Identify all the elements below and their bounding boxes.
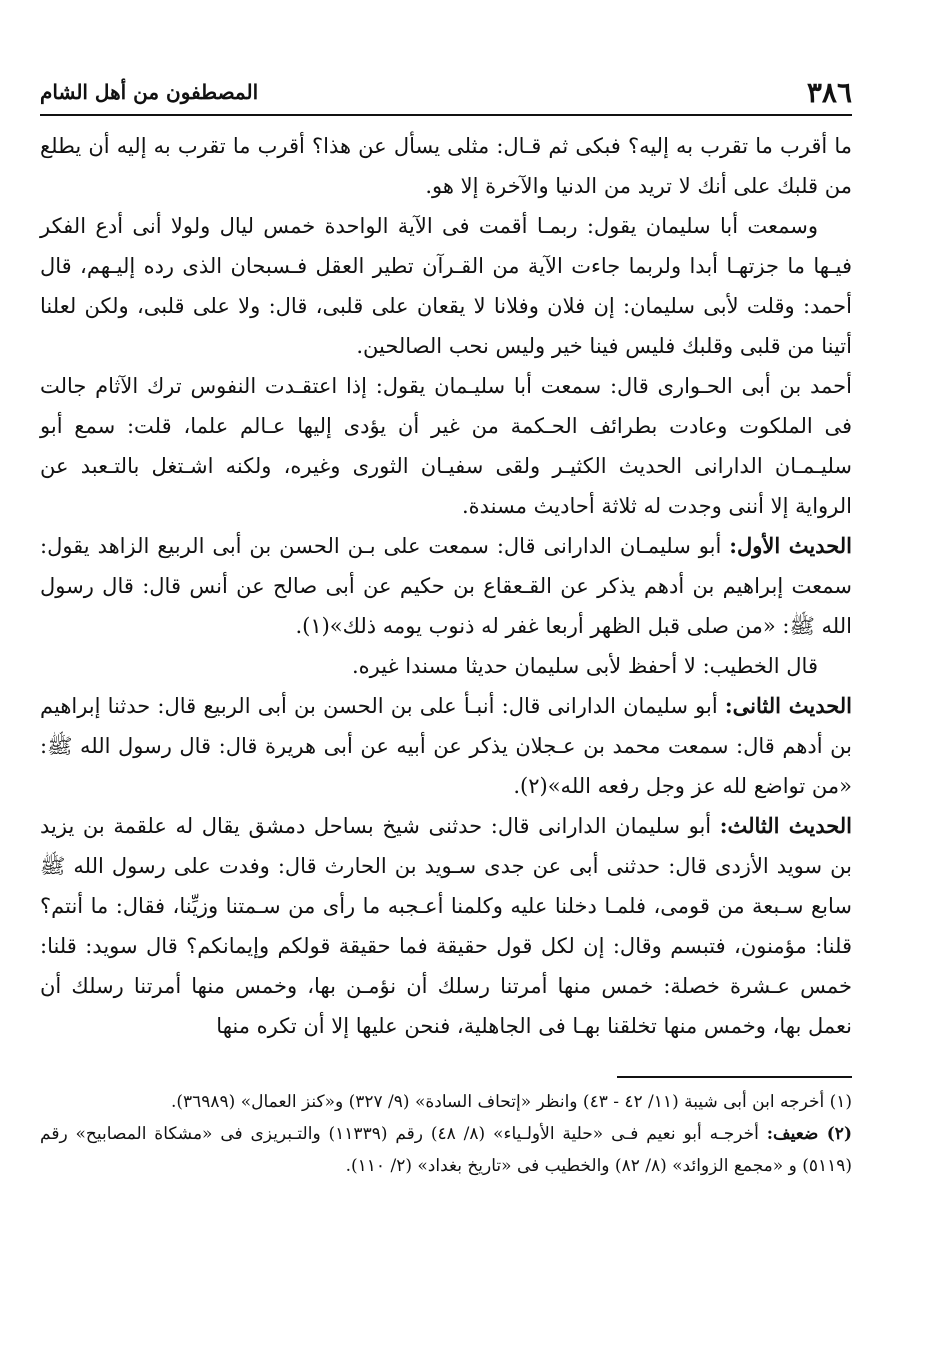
footnote: (١) أخرجه ابن أبى شيبة (١١/ ٤٢ - ٤٣) وانظر «إتحاف السادة» (٩/ ٣٢٧) و«كنز العمال» (٣٦٩٨٩). [170,1092,852,1112]
footnotes [40,1086,852,1182]
hadith-paragraph: الحديث الأول: أبو سليمـان الدارانى قال: سمعت على بـن الحسن بن أبى الربيع الزاهد يقول: سمعت إبراهيم بن أدهم يذكر عن القـعقاع بن حكيم عن أبى صالح عن أنس قال: قال رسول الله ﷺ: «من صلى قبل الظهر أربعا غفر له ذنوب يومه ذلك»(١). [40,533,852,638]
footnote-divider [617,1076,852,1078]
hadith-paragraph: الحديث الثالث: أبو سليمان الدارانى قال: حدثنى شيخ بساحل دمشق يقال له علقمة بن يزيد بن سويد الأزدى قال: حدثنى أبى عن جدى سـويد بن الحارث قال: وفدت على رسول الله ﷺ سابع سـبعة من قومى، فلمـا دخلنا عليه وكلمنا أعـجبه ما رأى من سـمتنا وزيِّنا، فقال: ما أنتم؟ قلنا: مؤمنون، فتبسم وقال: إن لكل قول حقيقة فما حقيقة قولكم وإيمانكم؟ قال سويد: قلنا: خمس عـشرة خصلة: خمس منها أمرتنا رسلك أن نؤمـن بها، وخمس منها أمرتنا رسلك أن نعمل بها، وخمس منها تخلقنا بهـا فى الجاهلية، فنحن عليها إلا أن تكره منها [40,813,853,1038]
paragraph: قال الخطيب: لا أحفظ لأبى سليمان حديثا مسندا غيره. [351,654,818,678]
page-header [40,70,852,116]
footnote-grade: (٢) ضعيف: [766,1124,852,1144]
paragraph: ما أقرب ما تقرب به إليه؟ فبكى ثم قـال: مثلى يسأل عن هذا؟ أقرب ما تقرب به إليه أن يطلع من قلبك على أنك لا تريد من الدنيا والآخرة إلا هو. [40,134,852,198]
paragraph: أحمد بن أبى الحـوارى قال: سمعت أبا سليـمان يقول: إذا اعتقـدت النفوس ترك الآثام جالت فى الملكوت وعادت بطرائف الحـكمة من غير أن يؤدى إليها عـالم علما، قلت: سمع أبو سليـمـان الدارانى الحديث الكثيـر ولقى سفيـان الثورى وغيره، ولكنه اشـتغل بالتـعبد عن الرواية إلا أننى وجدت له ثلاثة أحاديث مسندة. [40,374,852,518]
main-text [40,126,852,1046]
hadith-paragraph: الحديث الثانى: أبو سليمان الدارانى قال: أنبـأ على بن الحسن بن أبى الربيع قال: حدثنا إبراهيم بن أدهم قال: سمعت محمد بن عـجلان يذكر عن أبيه عن أبى هريرة قال: قال رسول الله ﷺ: «من تواضع لله عز وجل رفعه الله»(٢). [40,693,853,798]
footnote: (٢) ضعيف: أخرجـه أبو نعيم فـى «حلية الأولـياء» (٨/ ٤٨) رقم (١١٣٣٩) والتـبريزى فى «مشكاة المصابيح» رقم (٥١١٩) و «مجمع الزوائد» (٨/ ٨٢) والخطيب فى «تاريخ بغداد» (٢/ ١١٠). [40,1124,852,1176]
page-number: ٣٨٦ [806,75,852,109]
book-page [40,70,852,1182]
hadith-heading: الحديث الأول: [729,533,852,558]
running-title: المصطفون من أهل الشام [40,80,259,104]
hadith-heading: الحديث الثانى: [724,693,853,718]
paragraph: وسمعت أبا سليمان يقول: ربمـا أقمت فى الآية الواحدة خمس ليال ولولا أنى أدع الفكر فيـها ما جزتهـا أبدا ولربما جاءت الآية من القـرآن تطير العقل فـسبحان الذى رده إليـهم، قال أحمد: وقلت لأبى سليمان: إن فلان وفلانا لا يقعان على قلبى، قال: ولا على قلبى، ولكن لعلنا أتينا من قلبى وقلبك فليس فينا خير وليس نحب الصالحين. [40,214,852,358]
hadith-heading: الحديث الثالث: [719,813,853,838]
